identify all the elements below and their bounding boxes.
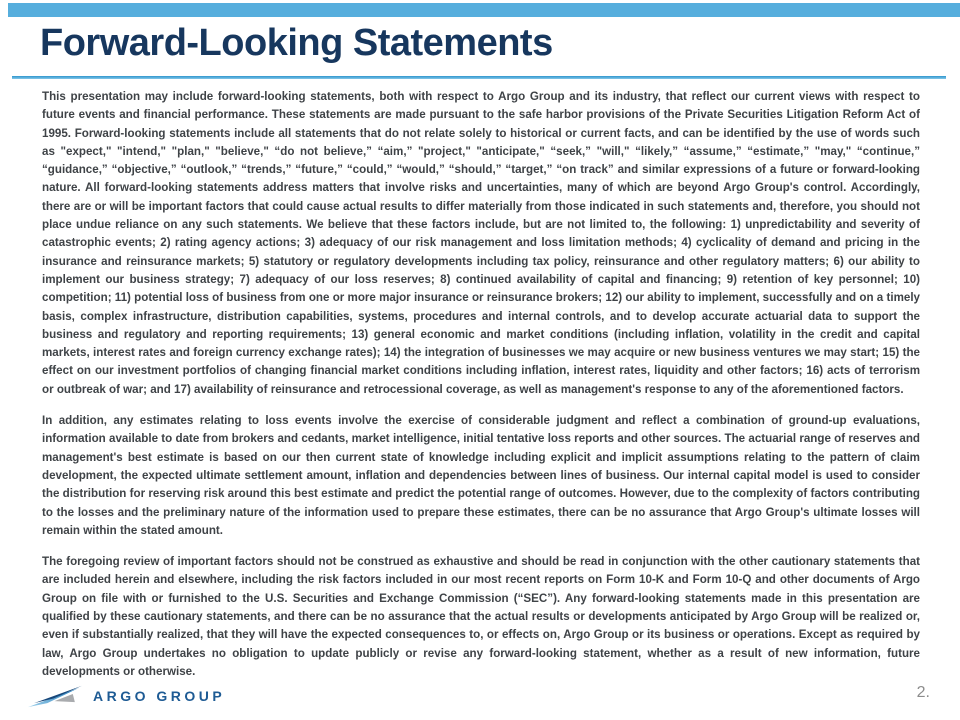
page-title: Forward-Looking Statements	[40, 22, 553, 64]
title-underline	[12, 76, 946, 79]
top-accent-bar	[8, 3, 960, 17]
disclaimer-paragraph-2: In addition, any estimates relating to loss events involve the exercise of considerable judgment and reflect a combination of ground-up evaluations, information available to date from brokers and cedants, market intelligence, initial tentative loss reports and other sources. The actuarial range of reserves and management's best estimate is based on our then current state of knowledge including explicit and implicit assumptions relating to the pattern of claim development, the expected ultimate settlement amount, inflation and dependencies between lines of business. Our internal capital model is used to consider the distribution for reserving risk around this best estimate and predict the potential range of outcomes. However, due to the complexity of factors contributing to the losses and the preliminary nature of the information used to prepare these estimates, there can be no assurance that Argo Group's ultimate losses will remain within the stated amount.	[42, 414, 920, 537]
disclaimer-paragraph-3: The foregoing review of important factors should not be construed as exhaustive and should be read in conjunction with the other cautionary statements that are included herein and elsewhere, including the risk factors included in our most recent reports on Form 10-K and Form 10-Q and other documents of Argo Group on file with or furnished to the U.S. Securities and Exchange Commission (“SEC”). Any forward-looking statements made in this presentation are qualified by these cautionary statements, and there can be no assurance that the actual results or developments anticipated by Argo Group will be realized or, even if substantially realized, that they will have the expected consequences to, or effects on, Argo Group or its business or operations. Except as required by law, Argo Group undertakes no obligation to update publicly or revise any forward-looking statement, whether as a result of new information, future developments or otherwise.	[42, 555, 920, 678]
argo-group-logo	[28, 684, 225, 710]
disclaimer-paragraph-1: This presentation may include forward-looking statements, both with respect to Argo Group and its industry, that reflect our current views with respect to future events and financial performance. These statements are made pursuant to the safe harbor provisions of the Private Securities Litigation Reform Act of 1995. Forward-looking statements include all statements that do not relate solely to historical or current facts, and can be identified by the use of words such as "expect," "intend," "plan," "believe," “do not believe,” “aim,” "project," "anticipate," “seek,” "will," “likely,” “assume,” “estimate,” "may," “continue,” “guidance,” “objective,” “outlook,” “trends,” “future,” “could,” “would,” “should,” “target,” “on track” and similar expressions of a future or forward-looking nature. All forward-looking statements address matters that involve risks and uncertainties, many of which are beyond Argo Group's control. Accordingly, there are or will be important factors that could cause actual results to differ materially from those indicated in such statements and, therefore, you should not place undue reliance on any such statements. We believe that these factors include, but are not limited to, the following: 1) unpredictability and severity of catastrophic events; 2) rating agency actions; 3) adequacy of our risk management and loss limitation methods; 4) cyclicality of demand and pricing in the insurance and reinsurance markets; 5) statutory or regulatory developments including tax policy, reinsurance and other regulatory matters; 6) our ability to implement our business strategy; 7) adequacy of our loss reserves; 8) continued availability of capital and financing; 9) retention of key personnel; 10) competition; 11) potential loss of business from one or more major insurance or reinsurance brokers; 12) our ability to implement, successfully and on a timely basis, complex infrastructure, distribution capabilities, systems, procedures and internal controls, and to develop accurate actuarial data to support the business and regulatory and reporting requirements; 13) general economic and market conditions (including inflation, volatility in the credit and capital markets, interest rates and foreign currency exchange rates); 14) the integration of businesses we may acquire or new business ventures we may start; 15) the effect on our investment portfolios of changing financial market conditions including inflation, interest rates, liquidity and other factors; 16) acts of terrorism or outbreak of war; and 17) availability of reinsurance and retrocessional coverage, as well as management's response to any of the aforementioned factors.	[42, 90, 920, 396]
argo-logo-text: ARGO GROUP	[93, 688, 226, 704]
paper-plane-icon	[28, 684, 84, 710]
disclaimer-body	[42, 88, 920, 694]
page-number: 2.	[916, 684, 930, 701]
